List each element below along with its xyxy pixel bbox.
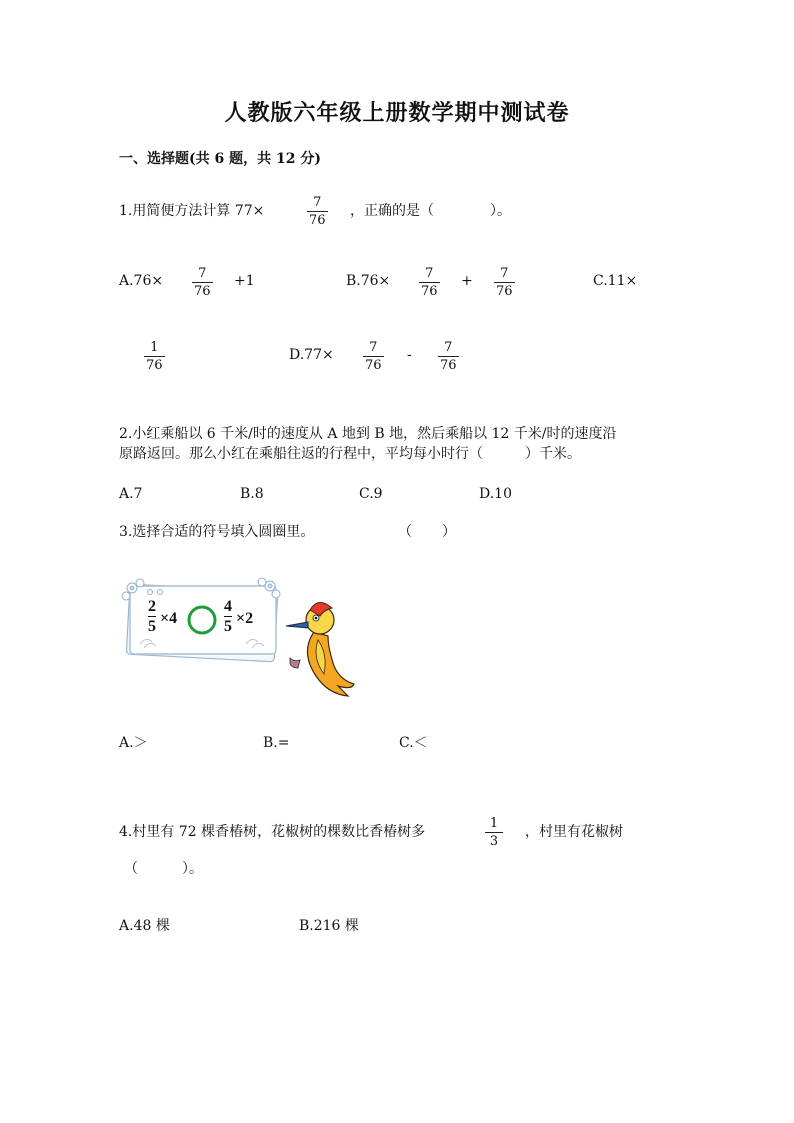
q2-line-2-a: 原路返回。那么小红在乘船往返的行程中，平均每小时行（ (119, 446, 483, 462)
q4-line-2-b: ）。 (182, 861, 203, 877)
q1-option-b-num-2: 7 (500, 266, 509, 281)
q4-frac-num: 1 (489, 816, 499, 831)
q1-option-c-num: 1 (150, 340, 159, 355)
q3-right-fraction (224, 598, 232, 635)
q1-option-c-label[interactable]: C.11× (593, 273, 638, 289)
q1-option-d-fraction-1 (363, 340, 384, 373)
q3-right-num: 4 (224, 598, 232, 615)
q1-close-text: ）。 (490, 203, 511, 219)
q3-right-multiplier: ×2 (236, 610, 254, 627)
q1-option-d-label[interactable]: D.77× (289, 347, 334, 363)
q3-option-c[interactable]: C.＜ (399, 735, 428, 751)
q3-left-multiplier: ×4 (160, 610, 178, 627)
q4-line-2 (124, 858, 203, 880)
q2-line-2 (119, 443, 581, 465)
q3-paren-close: ） (442, 524, 456, 540)
q2-line-2-b: ）千米。 (525, 446, 581, 462)
q1-option-b-den-1: 76 (421, 284, 438, 299)
q3-option-b[interactable]: B.= (263, 735, 290, 751)
q4-fraction (485, 816, 503, 849)
section-title: 一、选择题(共 6 题，共 12 分) (119, 151, 321, 167)
q3-option-a[interactable]: A.＞ (119, 735, 148, 751)
q4-option-b[interactable]: B.216 棵 (299, 918, 359, 934)
q1-option-b-den-2: 76 (496, 284, 513, 299)
q1-option-d-num-1: 7 (369, 340, 378, 355)
q1-option-a-label[interactable]: A.76× (119, 273, 164, 289)
q1-option-d-den-1: 76 (365, 358, 382, 373)
q3-figure-art (118, 574, 356, 700)
q1-option-a-num: 7 (198, 266, 207, 281)
q1-option-a-den: 76 (194, 284, 211, 299)
q3-paren-open: （ (398, 524, 412, 540)
q1-option-b-num-1: 7 (425, 266, 434, 281)
q4-frac-den: 3 (489, 834, 499, 849)
q3-left-num: 2 (148, 598, 156, 615)
q1-prefix: 1.用简便方法计算 77× (119, 203, 265, 219)
q4-option-a[interactable]: A.48 棵 (119, 918, 170, 934)
q2-option-d[interactable]: D.10 (479, 486, 512, 502)
q4-prefix: 4.村里有 72 棵香椿树，花椒树的棵数比香椿树多 (119, 824, 426, 840)
q4-suffix: ，村里有花椒树 (525, 824, 623, 840)
q3-figure (118, 574, 356, 700)
q1-option-b-fraction-1 (419, 266, 440, 299)
q1-option-c-fraction (144, 340, 165, 373)
q1-option-a-fraction (192, 266, 213, 299)
q1-fraction (307, 195, 328, 228)
q2-option-b[interactable]: B.8 (240, 486, 264, 502)
q2-option-c[interactable]: C.9 (359, 486, 383, 502)
q1-option-b-label[interactable]: B.76× (346, 273, 391, 289)
q1-option-b-operator: + (461, 273, 473, 289)
q1-option-d-operator: - (407, 347, 412, 363)
q1-frac-den: 76 (309, 213, 326, 228)
q1-option-d-fraction-2 (438, 340, 459, 373)
q4-line-2-a: （ (124, 861, 138, 877)
q3-left-fraction (148, 598, 156, 635)
q3-text: 3.选择合适的符号填入圆圈里。 (119, 524, 315, 540)
q1-frac-num: 7 (313, 195, 322, 210)
woodpecker-icon (286, 602, 354, 696)
q1-option-c-den: 76 (146, 358, 163, 373)
q1-option-a-tail: +1 (234, 273, 255, 289)
q1-option-b-fraction-2 (494, 266, 515, 299)
q3-left-den: 5 (148, 618, 156, 635)
q2-option-a[interactable]: A.7 (119, 486, 143, 502)
q1-option-d-num-2: 7 (444, 340, 453, 355)
q1-suffix (350, 200, 511, 222)
q1-suffix-text: ，正确的是（ (350, 203, 434, 219)
page-title: 人教版六年级上册数学期中测试卷 (224, 100, 570, 126)
q2-line-1: 2.小红乘船以 6 千米/时的速度从 A 地到 B 地，然后乘船以 12 千米/时的速度沿 (119, 426, 617, 442)
q3-right-den: 5 (224, 618, 232, 635)
q1-option-d-den-2: 76 (440, 358, 457, 373)
q3-answer-paren (398, 521, 456, 543)
